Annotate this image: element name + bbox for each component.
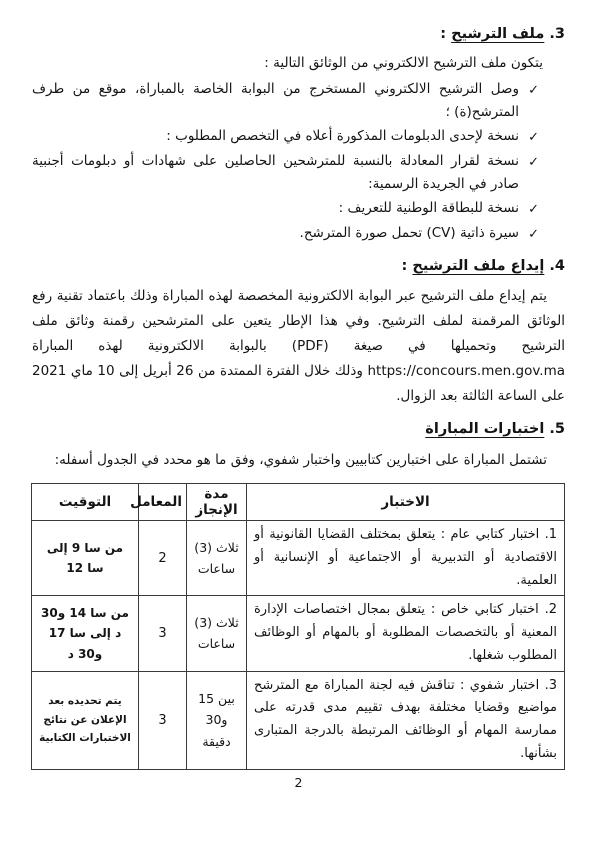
cell-timing: من سا 14 و30 د إلى سا 17 و30 د bbox=[32, 596, 139, 671]
table-row bbox=[32, 671, 565, 769]
cell-test: 3. اختبار شفوي : تناقش فيه لجنة المباراة مع المترشح مواضيع وقضايا مختلفة بهدف تقييم مدى قدرته على ممارسة المهام أو الوظائف المرتبطة بالدرجة المتبارى بشأنها. bbox=[247, 671, 565, 769]
list-item bbox=[32, 78, 565, 123]
cell-timing: من سا 9 إلى سا 12 bbox=[32, 521, 139, 596]
section-4-colon: : bbox=[401, 257, 413, 274]
table-row bbox=[32, 521, 565, 596]
checkmark-icon: ✓ bbox=[528, 129, 539, 145]
section-3-intro: يتكون ملف الترشيح الالكتروني من الوثائق التالية : bbox=[264, 54, 543, 71]
section-4-number: 4. bbox=[549, 257, 565, 274]
cell-timing: يتم تحديده بعد الإعلان عن نتائج الاختبارات الكتابية bbox=[32, 671, 139, 769]
section-file-submission bbox=[32, 256, 565, 410]
checkmark-icon: ✓ bbox=[528, 227, 539, 243]
table-header-row bbox=[32, 484, 565, 521]
paragraph-text: يتم إيداع ملف الترشيح عبر البوابة الالكترونية المخصصة لهذه المباراة وذلك باعتماد تقنية رفع الوثائق المرقمنة لملف الترشيح. وفي هذا الإطار يتعين على المترشحين رقمنة وثائق ملف الترشيح وتحميلها في صيغة (PDF) بالبوابة الالكترونية لهذه المباراة bbox=[32, 288, 565, 355]
list-item bbox=[32, 125, 565, 148]
cell-coefficient: 3 bbox=[139, 596, 187, 671]
table-row bbox=[32, 596, 565, 671]
list-item-text: وصل الترشيح الالكتروني المستخرج من البوابة الخاصة بالمباراة، موقع من طرف المترشح(ة) ؛ bbox=[32, 81, 519, 120]
col-header-duration: مدة الإنجاز bbox=[187, 484, 247, 521]
col-header-coefficient: المعامل bbox=[139, 484, 187, 521]
section-3-title: ملف الترشيح bbox=[451, 26, 545, 42]
exam-schedule-table bbox=[31, 483, 565, 770]
section-4-heading bbox=[32, 256, 565, 278]
cell-test: 1. اختبار كتابي عام : يتعلق بمختلف القضايا القانونية أو الاقتصادية أو التدبيرية أو الاجتماعية أو الإنسانية أو العلمية. bbox=[247, 521, 565, 596]
section-3-number: 3. bbox=[549, 26, 565, 42]
cell-coefficient: 3 bbox=[139, 671, 187, 769]
documents-checklist bbox=[32, 78, 565, 245]
section-3-colon: : bbox=[440, 26, 452, 42]
section-5-number: 5. bbox=[549, 421, 565, 438]
section-5-title: اختبارات المباراة bbox=[425, 421, 545, 438]
cell-duration: ثلاث (3) ساعات bbox=[187, 521, 247, 596]
col-header-test: الاختبار bbox=[247, 484, 565, 521]
checkmark-icon: ✓ bbox=[528, 83, 539, 99]
list-item-text: نسخة للبطاقة الوطنية للتعريف : bbox=[338, 199, 519, 216]
list-item bbox=[32, 150, 565, 195]
section-3-heading bbox=[32, 24, 565, 46]
page-number: 2 bbox=[294, 774, 303, 790]
cell-duration: بين 15 و30 دقيقة bbox=[187, 671, 247, 769]
col-header-timing: التوقيت bbox=[32, 484, 139, 521]
portal-url[interactable]: https://concours.men.gov.ma bbox=[367, 363, 565, 380]
section-4-title: إيداع ملف الترشيح bbox=[412, 257, 545, 274]
cell-duration: ثلاث (3) ساعات bbox=[187, 596, 247, 671]
section-5-heading bbox=[32, 419, 565, 441]
list-item-text: سيرة ذاتية (CV) تحمل صورة المترشح. bbox=[299, 225, 519, 242]
paragraph-text: وذلك خلال الفترة الممتدة من 26 أبريل إلى 10 ماي 2021 على الساعة الثالثة بعد الزوال. bbox=[32, 363, 565, 405]
cell-coefficient: 2 bbox=[139, 521, 187, 596]
checkmark-icon: ✓ bbox=[528, 155, 539, 171]
list-item bbox=[32, 197, 565, 220]
section-5-paragraph: تشتمل المباراة على اختبارين كتابيين واختبار شفوي، وفق ما هو محدد في الجدول أسفله: bbox=[54, 452, 547, 469]
cell-test: 2. اختبار كتابي خاص : يتعلق بمجال اختصاصات الإدارة المعنية أو بالتخصصات المطلوبة أو بالمهام أو الوظائف المطلوب شغلها. bbox=[247, 596, 565, 671]
list-item-text: نسخة لقرار المعادلة بالنسبة للمترشحين الحاصلين على شهادات أو دبلومات أجنبية صادر في الجريدة الرسمية: bbox=[32, 153, 519, 192]
section-4-paragraph bbox=[32, 284, 565, 409]
section-application-file bbox=[32, 24, 565, 246]
list-item-text: نسخة لإحدى الدبلومات المذكورة أعلاه في التخصص المطلوب : bbox=[166, 127, 519, 144]
section-exam-tests bbox=[32, 419, 565, 473]
checkmark-icon: ✓ bbox=[528, 201, 539, 217]
list-item bbox=[32, 222, 565, 245]
